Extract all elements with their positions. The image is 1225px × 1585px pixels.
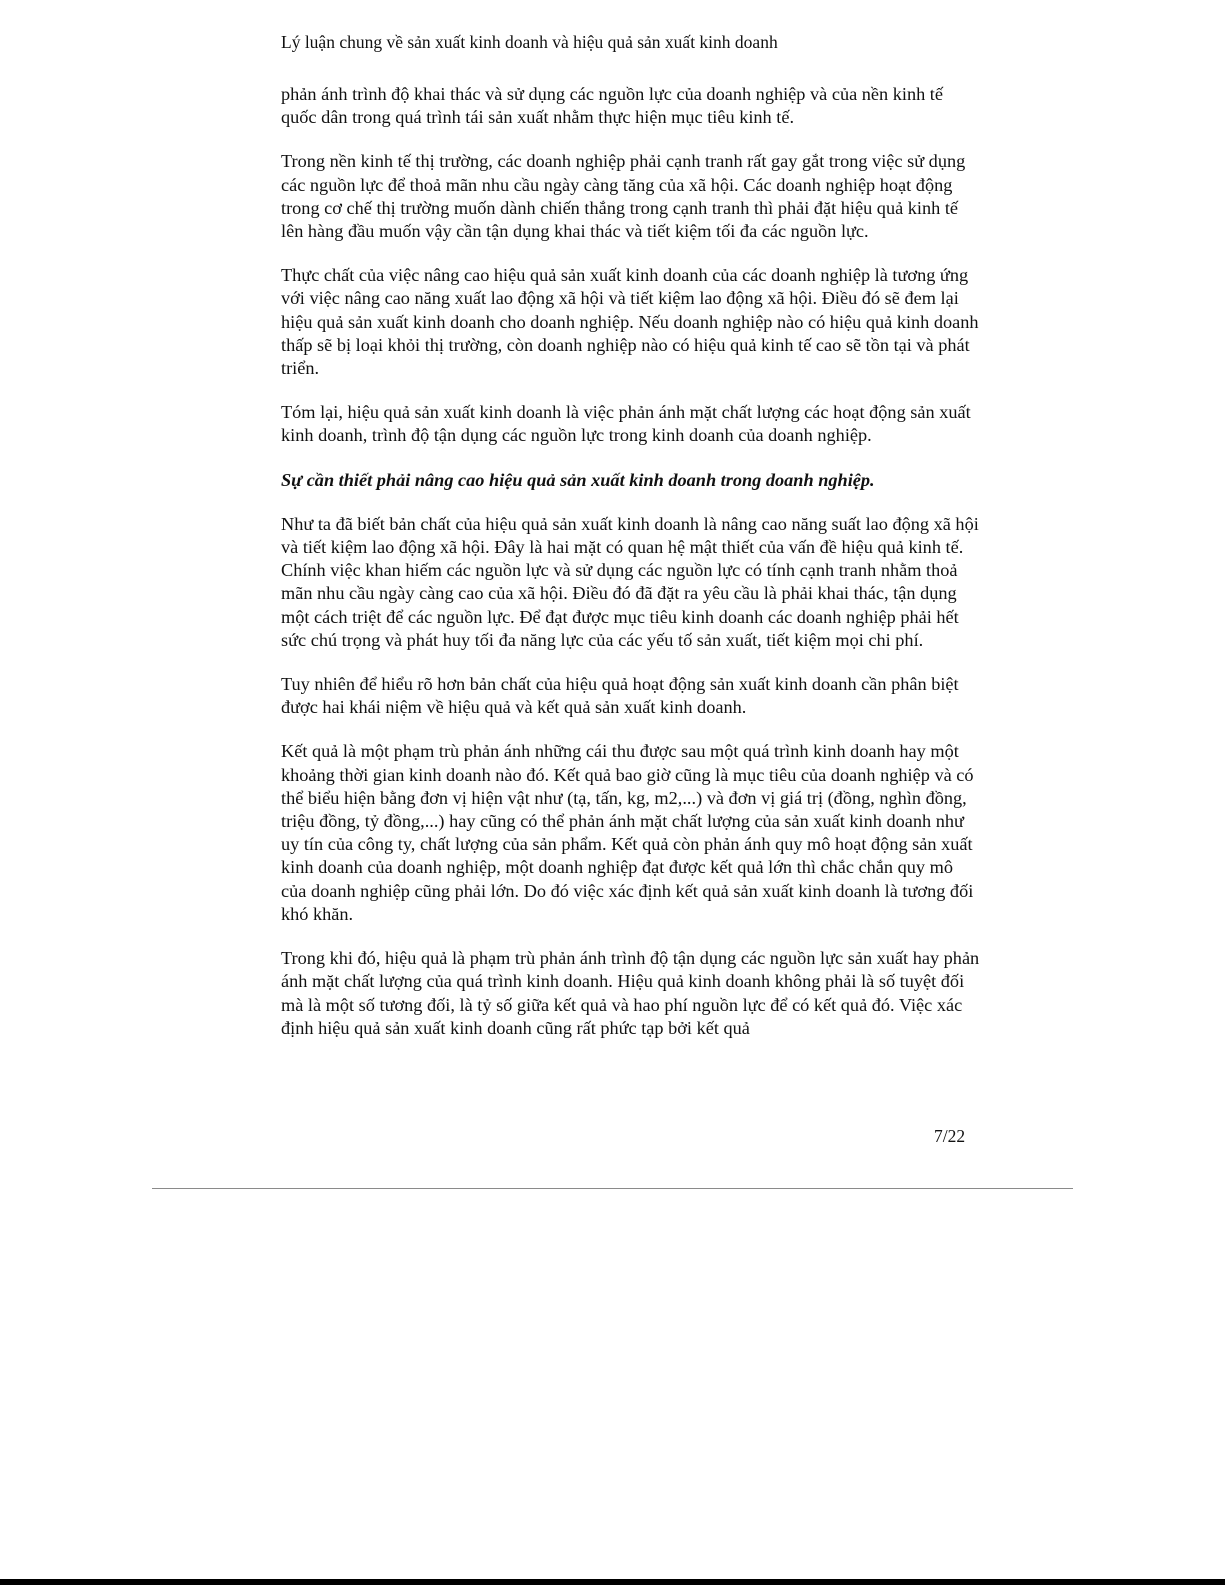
body-paragraph: Kết quả là một phạm trù phản ánh những cái thu được sau một quá trình kinh doanh hay một khoảng thời gian kinh doanh nào đó. Kết quả bao giờ cũng là mục tiêu của doanh nghiệp và có thể biểu hiện bằng đơn vị hiện vật như (tạ, tấn, kg, m2,...) và đơn vị giá trị (đồng, nghìn đồng, triệu đồng, tỷ đồng,...) hay cũng có thể phản ánh mặt chất lượng của sản xuất kinh doanh như uy tín của công ty, chất lượng của sản phẩm. Kết quả còn phản ánh quy mô hoạt động sản xuất kinh doanh của doanh nghiệp, một doanh nghiệp đạt được kết quả lớn thì chắc chắn quy mô của doanh nghiệp cũng phải lớn. Do đó việc xác định kết quả sản xuất kinh doanh là tương đối khó khăn. <box>281 741 974 924</box>
body-paragraph: Như ta đã biết bản chất của hiệu quả sản xuất kinh doanh là nâng cao năng suất lao động xã hội và tiết kiệm lao động xã hội. Đây là hai mặt có quan hệ mật thiết của vấn đề hiệu quả kinh tế. Chính việc khan hiếm các nguồn lực và sử dụng các nguồn lực có tính cạnh tranh nhằm thoả mãn nhu cầu ngày càng cao của xã hội. Điều đó đã đặt ra yêu cầu là phải khai thác, tận dụng một cách triệt để các nguồn lực. Để đạt được mục tiêu kinh doanh các doanh nghiệp phải hết sức chú trọng và phát huy tối đa năng lực của các yếu tố sản xuất, tiết kiệm mọi chi phí. <box>281 513 979 650</box>
body-paragraph: Tuy nhiên để hiểu rõ hơn bản chất của hiệu quả hoạt động sản xuất kinh doanh cần phân biệt được hai khái niệm về hiệu quả và kết quả sản xuất kinh doanh. <box>281 674 959 718</box>
page-number: 7/22 <box>934 1126 966 1146</box>
page-body <box>281 83 981 1061</box>
body-paragraph: phản ánh trình độ khai thác và sử dụng các nguồn lực của doanh nghiệp và của nền kinh tế quốc dân trong quá trình tái sản xuất nhằm thực hiện mục tiêu kinh tế. <box>281 84 943 128</box>
body-paragraph: Trong nền kinh tế thị trường, các doanh nghiệp phải cạnh tranh rất gay gắt trong việc sử dụng các nguồn lực để thoả mãn nhu cầu ngày càng tăng của xã hội. Các doanh nghiệp hoạt động trong cơ chế thị trường muốn dành chiến thắng trong cạnh tranh thì phải đặt hiệu quả kinh tế lên hàng đầu muốn vậy cần tận dụng khai thác và tiết kiệm tối đa các nguồn lực. <box>281 151 966 242</box>
body-paragraph: Trong khi đó, hiệu quả là phạm trù phản ánh trình độ tận dụng các nguồn lực sản xuất hay phản ánh mặt chất lượng của quá trình kinh doanh. Hiệu quả kinh doanh không phải là số tuyệt đối mà là một số tương đối, là tỷ số giữa kết quả và hao phí nguồn lực để có kết quả đó. Việc xác định hiệu quả sản xuất kinh doanh cũng rất phức tạp bởi kết quả <box>281 948 980 1038</box>
body-paragraph: Tóm lại, hiệu quả sản xuất kinh doanh là việc phản ánh mặt chất lượng các hoạt động sản xuất kinh doanh, trình độ tận dụng các nguồn lực trong kinh doanh của doanh nghiệp. <box>281 402 971 446</box>
page-divider <box>152 1188 1073 1189</box>
bottom-edge-bar <box>0 1579 1225 1585</box>
body-paragraph: Thực chất của việc nâng cao hiệu quả sản xuất kinh doanh của các doanh nghiệp là tương ứng với việc nâng cao năng xuất lao động xã hội và tiết kiệm lao động xã hội. Điều đó sẽ đem lại hiệu quả sản xuất kinh doanh cho doanh nghiệp. Nếu doanh nghiệp nào có hiệu quả kinh doanh thấp sẽ bị loại khỏi thị trường, còn doanh nghiệp nào có hiệu quả kinh tế cao sẽ tồn tại và phát triển. <box>281 265 979 379</box>
running-header: Lý luận chung về sản xuất kinh doanh và hiệu quả sản xuất kinh doanh <box>281 32 778 52</box>
section-heading: Sự cần thiết phải nâng cao hiệu quả sản xuất kinh doanh trong doanh nghiệp. <box>281 469 875 490</box>
